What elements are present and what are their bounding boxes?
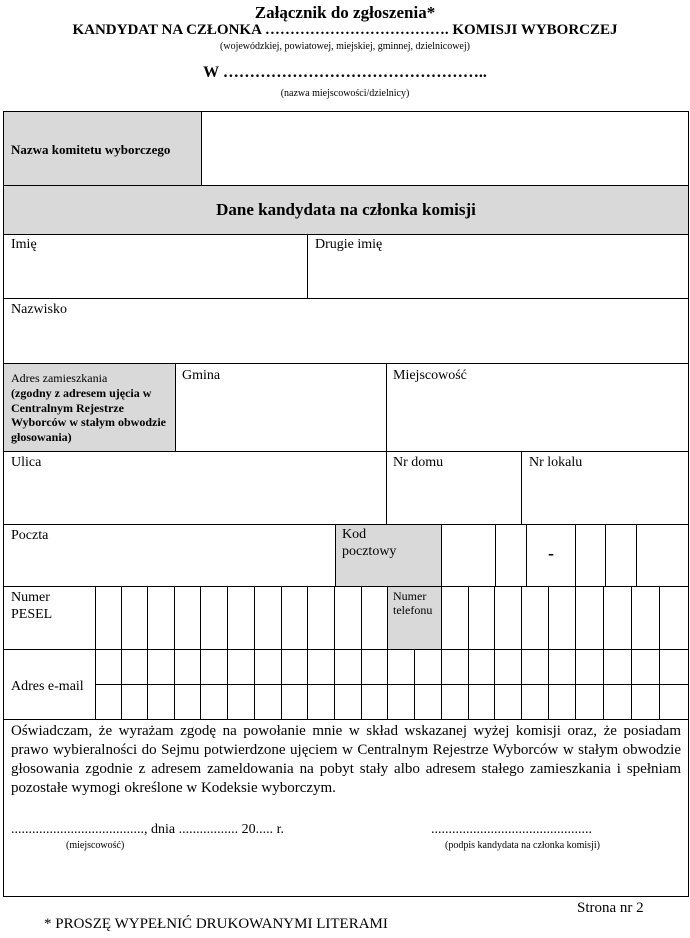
locality-label: Miejscowość	[393, 368, 467, 383]
house-number-label: Nr domu	[393, 455, 444, 470]
email-field[interactable]	[96, 650, 687, 718]
page-number: Strona nr 2	[577, 900, 644, 916]
locality-field[interactable]	[387, 364, 687, 450]
committee-name-label: Nazwa komitetu wyborczego	[11, 142, 171, 157]
phone-field[interactable]	[442, 587, 687, 648]
commune-label: Gmina	[182, 368, 221, 383]
footer-note: * PROSZĘ WYPEŁNIĆ DRUKOWANYMI LITERAMI	[44, 916, 388, 932]
place-date-line[interactable]: ......................................, dnia ................. 20..... r.	[11, 822, 284, 837]
post-office-label: Poczta	[11, 528, 49, 543]
signature-caption: (podpis kandydata na członka komisji)	[445, 840, 600, 851]
street-label: Ulica	[11, 455, 42, 470]
second-name-field[interactable]	[308, 235, 687, 297]
commission-line: KANDYDAT NA CZŁONKA ………………………………. KOMISJI WYBORCZEJ	[72, 22, 618, 38]
commission-type-note: (wojewódzkiej, powiatowej, miejskiej, gminnej, dzielnicowej)	[220, 41, 470, 52]
street-field[interactable]	[4, 452, 385, 523]
first-name-field[interactable]	[4, 235, 306, 297]
postal-code-dash: -	[548, 543, 554, 563]
surname-label: Nazwisko	[11, 302, 67, 317]
post-office-field[interactable]	[4, 525, 334, 585]
postal-code-label: Kod pocztowy	[342, 527, 397, 559]
form-title: Załącznik do zgłoszenia*	[254, 3, 436, 22]
pesel-field[interactable]	[96, 587, 386, 648]
postal-code-field[interactable]	[442, 525, 687, 585]
address-label: Adres zamieszkania	[11, 371, 108, 385]
apartment-number-label: Nr lokalu	[529, 455, 583, 470]
surname-field[interactable]	[4, 299, 687, 362]
place-caption: (miejscowość)	[66, 840, 125, 851]
address-note: (zgodny z adresem ujęcia w Centralnym Rejestrze Wyborców w stałym obwodzie głosowania)	[11, 386, 166, 444]
location-note: (nazwa miejscowości/dzielnicy)	[280, 88, 410, 99]
first-name-label: Imię	[11, 237, 37, 252]
location-line: W …………………………………………..	[203, 64, 487, 81]
signature-line[interactable]: ..............................................	[431, 822, 592, 837]
apartment-number-field[interactable]	[522, 452, 687, 523]
committee-name-field[interactable]	[202, 113, 687, 184]
pesel-label: Numer PESEL	[11, 590, 53, 622]
email-label: Adres e-mail	[11, 679, 84, 694]
second-name-label: Drugie imię	[315, 237, 383, 252]
house-number-field[interactable]	[387, 452, 520, 523]
section-title: Dane kandydata na członka komisji	[216, 200, 476, 219]
phone-label: Numer telefonu	[393, 589, 433, 617]
commune-field[interactable]	[176, 364, 385, 450]
declaration-text: Oświadczam, że wyrażam zgodę na powołanie mnie w skład wskazanej wyżej komisji oraz, że posiadam prawo wybieralności do Sejmu potwierdzone ujęciem w Centralnym Rejestrze Wyborców w stałym obwodzie głosowania zgodnie z adresem zameldowania na pobyt stały albo adresem stałego zamieszkania i spełniam pozostałe wymogi określone w Kodeksie wyborczym.	[11, 723, 681, 796]
